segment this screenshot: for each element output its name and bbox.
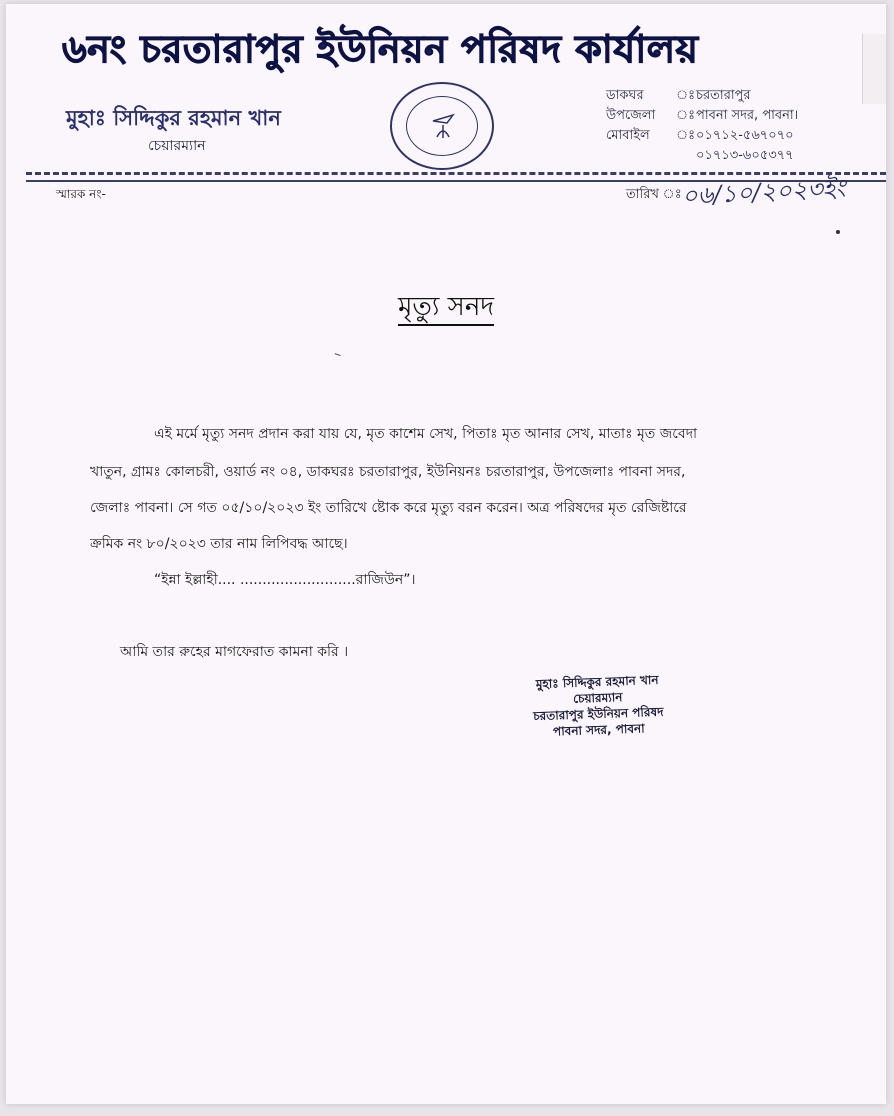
paragraph-line: এই মর্মে মৃত্যু সনদ প্রদান করা যায় যে, মৃত কাশেম সেখ, পিতাঃ মৃত আনার সেখ, মাতাঃ মৃত জবেদা xyxy=(154,426,698,442)
contact-value: ০১৭১২-৫৬৭০৭০ xyxy=(696,128,794,143)
chairman-name: মুহাঃ সিদ্দিকুর রহমান খান xyxy=(66,106,281,130)
contact-block xyxy=(606,86,798,166)
signature-stamp xyxy=(507,671,689,741)
adjacent-paper-edge xyxy=(862,34,886,104)
contact-value: চরতারাপুর xyxy=(696,88,751,103)
paragraph-line: জেলাঃ পাবনা। সে গত ০৫/১০/২০২৩ ইং তারিখে ষ্টোক করে মৃত্যু বরন করেন। অত্র পরিষদের মৃত রেজিষ্টারে xyxy=(90,500,687,516)
stamp-line: চেয়ারম্যান xyxy=(572,690,623,706)
contact-label: ডাকঘর xyxy=(606,88,644,103)
contact-row-upazila xyxy=(606,106,798,126)
contact-value: পাবনা সদর, পাবনা। xyxy=(696,108,799,123)
union-seal xyxy=(390,82,494,170)
memo-number-label: স্মারক নং- xyxy=(56,187,106,201)
stamp-line: মুহাঃ সিদ্দিকুর রহমান খান xyxy=(535,672,659,692)
contact-label: উপজেলা xyxy=(606,108,656,123)
certificate-page xyxy=(6,4,886,1104)
certificate-title xyxy=(6,286,886,330)
date-label: তারিখ ঃ xyxy=(626,187,682,202)
contact-row-post-office xyxy=(606,86,798,106)
certificate-title-text: মৃত্যু সনদ xyxy=(398,292,494,326)
contact-value: ০১৭১৩-৬০৫৩৭৭ xyxy=(696,148,794,163)
ink-dot xyxy=(836,230,840,234)
stamp-line: চরতারাপুর ইউনিয়ন পরিষদ xyxy=(532,704,664,724)
paragraph-line: খাতুন, গ্রামঃ কোলচরী, ওয়ার্ড নং ০৪, ডাকঘরঃ চরতারাপুর, ইউনিয়নঃ চরতারাপুর, উপজেলাঃ পাবনা সদর, xyxy=(90,464,686,480)
seal-inner-ring xyxy=(406,96,478,156)
contact-colon: ঃ xyxy=(676,88,696,103)
contact-colon: ঃ xyxy=(676,108,696,123)
quote-line: “ইন্না ইল্লাহী.... ..........................রাজিউন”। xyxy=(154,572,416,588)
office-title: ৬নং চরতারাপুর ইউনিয়ন পরিষদ কার্যালয় xyxy=(62,27,699,71)
contact-colon: ঃ xyxy=(676,128,696,143)
paragraph-line: ক্রমিক নং ৮০/২০২৩ তার নাম লিপিবদ্ধ আছে। xyxy=(90,536,348,552)
contact-label: মোবাইল xyxy=(606,128,650,143)
condolence-line: আমি তার রুহের মাগফেরাত কামনা করি । xyxy=(120,644,349,660)
contact-row-mobile xyxy=(606,126,798,146)
ink-mark xyxy=(333,353,340,360)
contact-colon-blank xyxy=(676,146,696,166)
chairman-role: চেয়ারম্যান xyxy=(148,138,206,154)
date-value-handwritten: ০৬/১০/২০২৩ইং xyxy=(681,173,847,211)
union-seal-icon xyxy=(431,111,455,141)
contact-row-mobile-2 xyxy=(606,146,798,166)
contact-label xyxy=(606,146,676,166)
stamp-line: পাবনা সদর, পাবনা xyxy=(552,721,645,739)
